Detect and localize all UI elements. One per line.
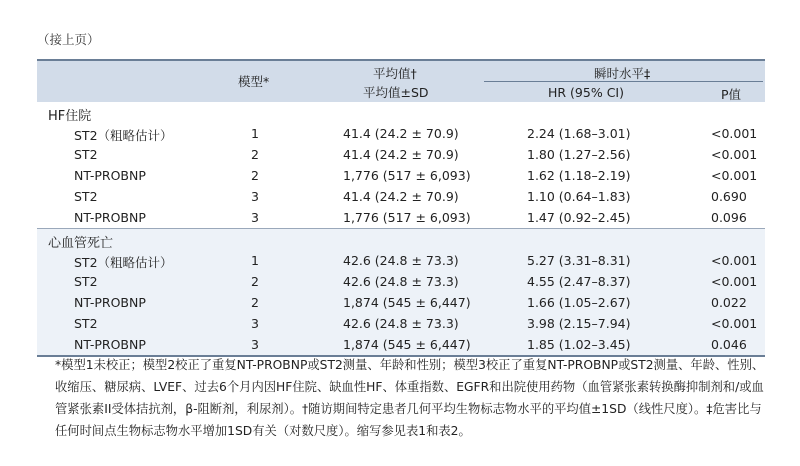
cell-hr: 4.55 (2.47–8.37): [527, 274, 631, 289]
results-table: [37, 59, 765, 357]
group-cv-death: [37, 229, 765, 355]
cell-mean: 42.6 (24.8 ± 73.3): [343, 316, 459, 331]
cell-hr: 1.47 (0.92–2.45): [527, 210, 631, 225]
group-title: [37, 102, 765, 123]
continued-label: （接上页）: [37, 32, 100, 47]
cell-model: 2: [251, 274, 259, 289]
cell-p: <0.001: [711, 274, 758, 289]
header-divider: [484, 81, 763, 82]
cell-p: <0.001: [711, 253, 758, 268]
header-model: 模型*: [238, 74, 270, 89]
header-mean-title: 平均值†: [373, 66, 417, 81]
cell-p: <0.001: [711, 168, 758, 183]
cell-model: 3: [251, 337, 259, 352]
cell-mean: 42.6 (24.8 ± 73.3): [343, 274, 459, 289]
cell-hr: 1.85 (1.02–3.45): [527, 337, 631, 352]
cell-p: <0.001: [711, 316, 758, 331]
cell-mean: 41.4 (24.2 ± 70.9): [343, 147, 459, 162]
cell-mean: 1,776 (517 ± 6,093): [343, 168, 471, 183]
cell-marker: ST2: [74, 316, 98, 331]
cell-p: 0.690: [711, 189, 747, 204]
cell-model: 3: [251, 210, 259, 225]
cell-marker: NT-PROBNP: [74, 168, 146, 183]
cell-p: <0.001: [711, 147, 758, 162]
cell-mean: 1,874 (545 ± 6,447): [343, 295, 471, 310]
header-mean-sub: 平均值±SD: [363, 85, 429, 100]
cell-p: <0.001: [711, 126, 758, 141]
cell-model: 3: [251, 316, 259, 331]
table-row: [37, 207, 765, 228]
cell-marker: ST2（粗略估计）: [74, 255, 173, 270]
cell-marker: NT-PROBNP: [74, 337, 146, 352]
cell-hr: 1.10 (0.64–1.83): [527, 189, 631, 204]
table-row: [37, 123, 765, 144]
cell-hr: 2.24 (1.68–3.01): [527, 126, 631, 141]
cell-hr: 1.80 (1.27–2.56): [527, 147, 631, 162]
table-header: [37, 61, 765, 102]
group-title: [37, 229, 765, 250]
cell-marker: NT-PROBNP: [74, 210, 146, 225]
header-instant-title: 瞬时水平‡: [594, 66, 651, 81]
table-row: [37, 186, 765, 207]
group-hf-hospitalization: [37, 102, 765, 228]
cell-mean: 42.6 (24.8 ± 73.3): [343, 253, 459, 268]
cell-marker: ST2: [74, 189, 98, 204]
cell-p: 0.046: [711, 337, 747, 352]
cell-hr: 3.98 (2.15–7.94): [527, 316, 631, 331]
cell-marker: NT-PROBNP: [74, 295, 146, 310]
cell-p: 0.022: [711, 295, 747, 310]
table-row: [37, 271, 765, 292]
cell-model: 2: [251, 168, 259, 183]
table-row: [37, 292, 765, 313]
cell-model: 3: [251, 189, 259, 204]
cell-model: 2: [251, 147, 259, 162]
table-row: [37, 334, 765, 355]
cell-marker: ST2: [74, 147, 98, 162]
cell-mean: 1,776 (517 ± 6,093): [343, 210, 471, 225]
table-row: [37, 313, 765, 334]
group-title-text: HF住院: [48, 109, 92, 124]
cell-model: 1: [251, 253, 259, 268]
cell-mean: 41.4 (24.2 ± 70.9): [343, 126, 459, 141]
table-row: [37, 144, 765, 165]
cell-hr: 1.62 (1.18–2.19): [527, 168, 631, 183]
cell-model: 2: [251, 295, 259, 310]
table-row: [37, 250, 765, 271]
cell-mean: 1,874 (545 ± 6,447): [343, 337, 471, 352]
cell-hr: 5.27 (3.31–8.31): [527, 253, 631, 268]
header-p: P值: [721, 87, 742, 102]
cell-mean: 41.4 (24.2 ± 70.9): [343, 189, 459, 204]
cell-marker: ST2（粗略估计）: [74, 128, 173, 143]
cell-hr: 1.66 (1.05–2.67): [527, 295, 631, 310]
group-title-text: 心血管死亡: [48, 236, 114, 251]
cell-marker: ST2: [74, 274, 98, 289]
header-hr: HR (95% CI): [548, 85, 624, 100]
table-row: [37, 165, 765, 186]
table-footnote: *模型1未校正；模型2校正了重复NT-PROBNP或ST2测量、年龄和性别；模型3校正了重复NT-PROBNP或ST2测量、年龄、性别、收缩压、糖尿病、LVEF、过去6个月内因HF住院、缺血性HF、体重指数、EGFR和出院使用药物（血管紧张素转换酶抑制剂和/或血管紧张素II受体拮抗剂，β-阻断剂，利尿剂）。†随访期间特定患者几何平均生物标志物水平的平均值±1SD（线性尺度）。‡危害比与任何时间点生物标志物水平增加1SD有关（对数尺度）。缩写参见表1和表2。: [55, 358, 765, 438]
cell-p: 0.096: [711, 210, 747, 225]
cell-model: 1: [251, 126, 259, 141]
